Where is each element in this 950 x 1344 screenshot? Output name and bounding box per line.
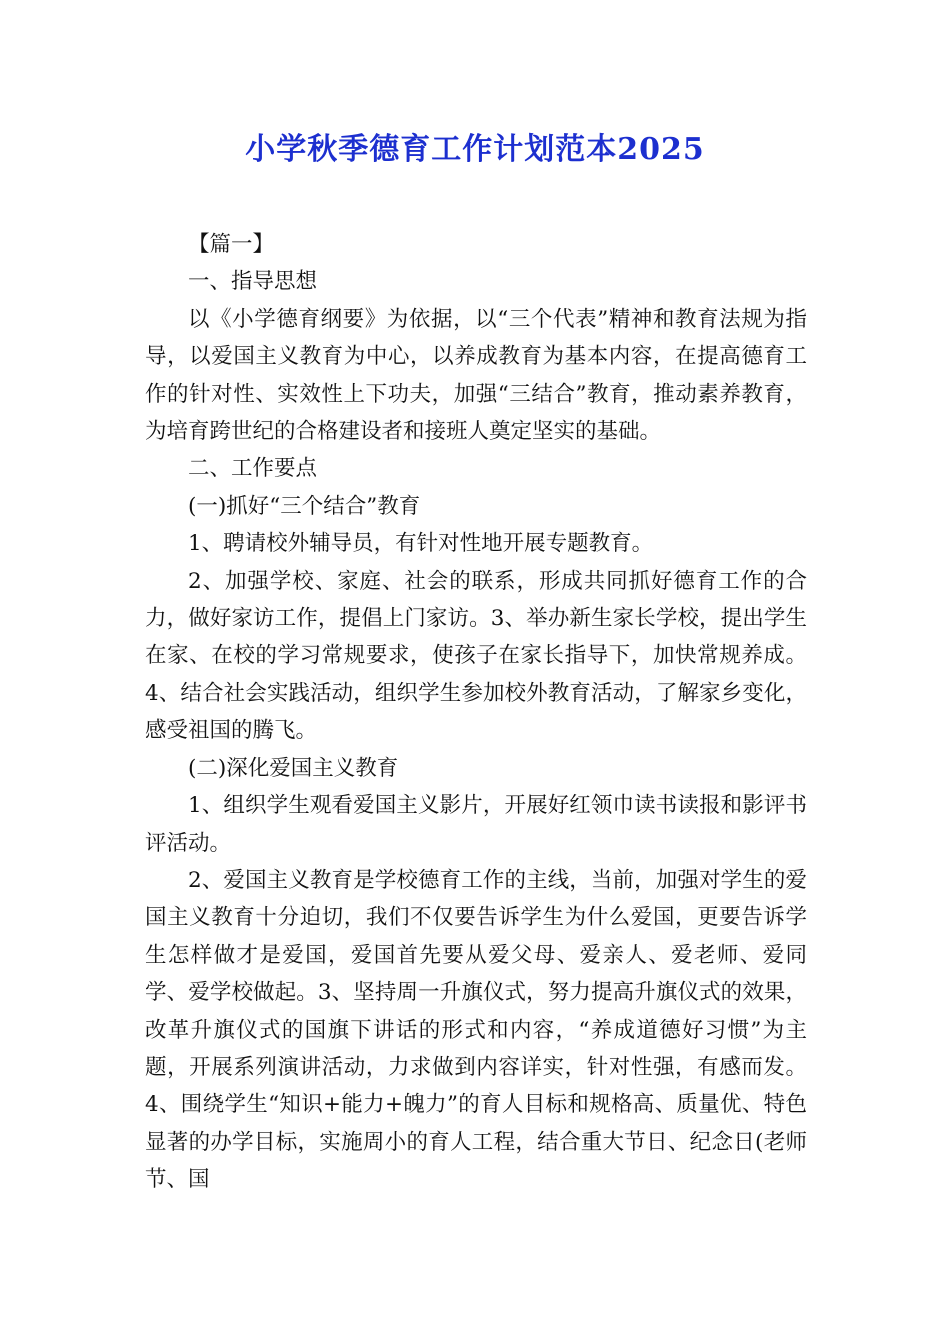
paragraph-patriotic-films: 1、组织学生观看爱国主义影片，开展好红领巾读书读报和影评书评活动。: [145, 793, 807, 856]
item-external-counselors: 1、聘请校外辅导员，有针对性地开展专题教育。: [188, 531, 654, 557]
paragraph-patriotic-mainline: 2、爱国主义教育是学校德育工作的主线，当前，加强对学生的爱国主义教育十分迫切，我们不仅要告诉学生为什么爱国，更要告诉学生怎样做才是爱国，爱国首先要从爱父母、爱亲人、爱老师、爱同学、爱学校做起。3、坚持周一升旗仪式，努力提高升旗仪式的效果，改革升旗仪式的国旗下讲话的形式和内容，“养成道德好习惯”为主题，开展系列演讲活动，力求做到内容详实，针对性强，有感而发。4、围绕学生“知识+能力+魄力”的育人目标和规格高、质量优、特色显著的办学目标，实施周小的育人工程，结合重大节日、纪念日(老师节、国: [145, 867, 807, 1193]
subheading-patriotic-education: (二)深化爱国主义教育: [188, 755, 399, 781]
paragraph-school-family-society: 2、加强学校、家庭、社会的联系，形成共同抓好德育工作的合力，做好家访工作，提倡上门家访。3、举办新生家长学校，提出学生在家、在校的学习常规要求，使孩子在家长指导下，加快常规养成。4、结合社会实践活动，组织学生参加校外教育活动，了解家乡变化，感受祖国的腾飞。: [145, 568, 807, 744]
section-marker: 【篇一】: [188, 232, 275, 257]
document-title: 小学秋季德育工作计划范本2025: [245, 132, 705, 167]
document-body: [145, 226, 807, 1199]
subheading-three-combinations: (一)抓好“三个结合”教育: [188, 493, 421, 519]
paragraph-guiding-ideology: 以《小学德育纲要》为依据，以“三个代表”精神和教育法规为指导，以爱国主义教育为中心，以养成教育为基本内容，在提高德育工作的针对性、实效性上下功夫，加强“三结合”教育，推动素养教育，为培育跨世纪的合格建设者和接班人奠定坚实的基础。: [145, 306, 807, 445]
heading-work-points: 二、工作要点: [188, 456, 318, 482]
heading-guiding-ideology: 一、指导思想: [188, 269, 318, 295]
